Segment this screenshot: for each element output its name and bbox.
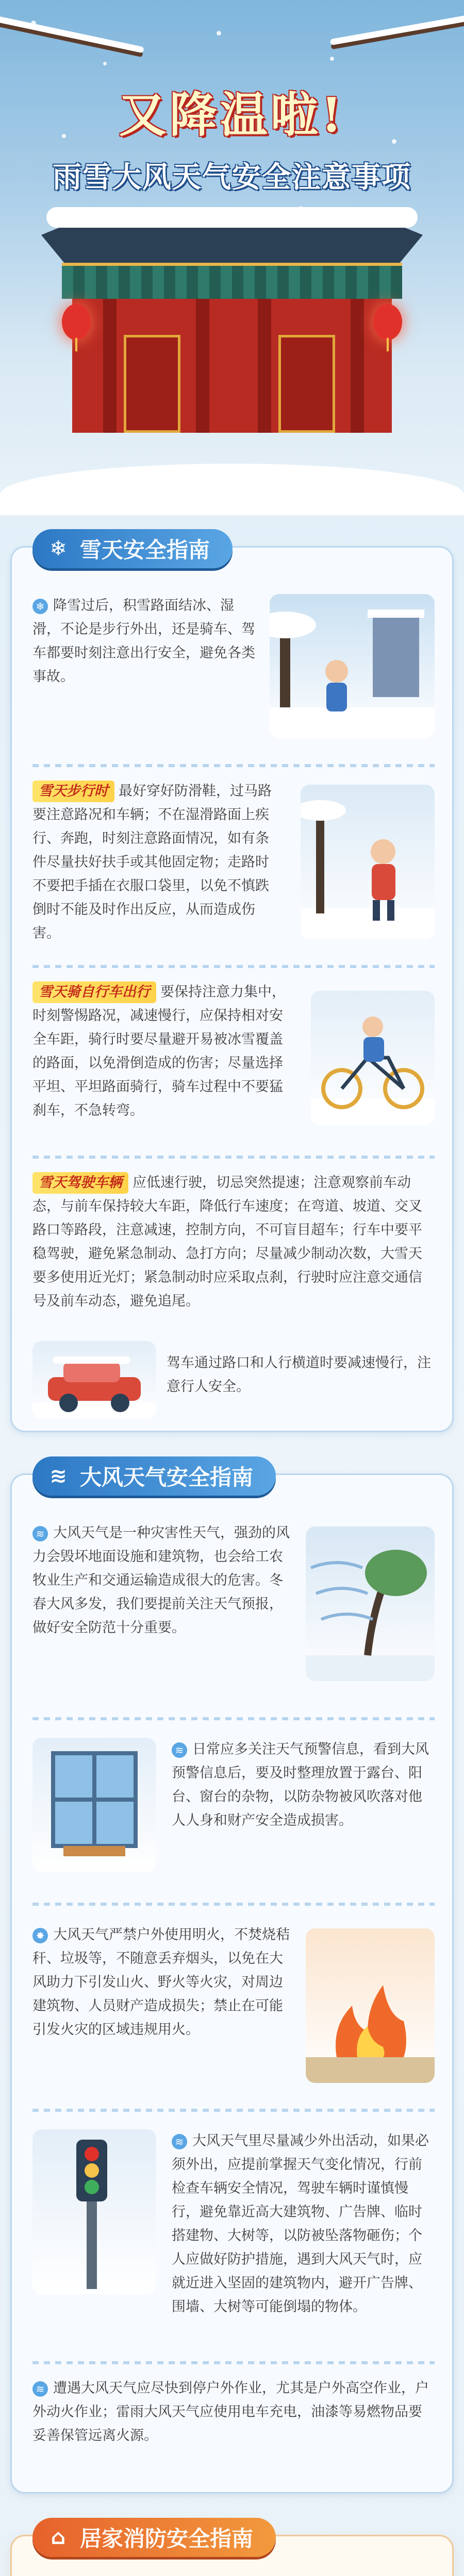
- tip-text: 要保持注意力集中，时刻警惕路况，减速慢行，应保持相对安全车距，骑行时要尽量避开易被冰雪覆盖的路面，以免滑倒造成的伤害；尽量选择平坦、平坦路面骑行，骑车过程中不要猛刹车，不急转弯。: [32, 984, 286, 1118]
- wind-icon: ≋: [32, 1526, 48, 1541]
- snowflake-icon: ❄: [32, 599, 48, 614]
- car-illustration: [32, 1341, 156, 1418]
- bicycle-illustration: [311, 991, 435, 1125]
- snowflake-icon: ❄: [49, 537, 67, 561]
- palace-illustration: [41, 216, 423, 459]
- window-illustration: [32, 1738, 156, 1872]
- traffic-light-illustration: [32, 2129, 156, 2294]
- snowy-walk-illustration: [301, 785, 435, 939]
- wind-forecast-tip: [172, 1738, 435, 1833]
- snowy-branch-left: [0, 20, 143, 57]
- tip-text: 大风天气里尽量减少外出活动，如果必须外出，应提前掌握天气变化情况，行前检查车辆安全情况，驾驶车辆时谨慎慢行，避免靠近高大建筑物、广告牌、临时搭建物、大树等，以防被坠落物砸伤；个人应做好防护措施，遇到大风天气时，应就近进入坚固的建筑物内，避开广告牌、围墙、大树等可能倒塌的物体。: [172, 2133, 429, 2315]
- wind-fire-tip: [32, 1923, 290, 2042]
- tip-tag: 雪天驾驶车辆: [32, 1172, 128, 1194]
- snow-safety-section: [10, 537, 454, 1432]
- wind-outdoor-work-tip: [32, 2377, 435, 2448]
- section-header: [32, 529, 233, 568]
- tip-text: 大风天气是一种灾害性天气，强劲的风力会毁坏地面设施和建筑物，也会给工农牧业生产和交通运输造成很大的危害。冬春大风多发，我们要提前关注天气预报，做好安全防范十分重要。: [32, 1525, 290, 1636]
- tip-text: 遭遇大风天气应尽快到停户外作业，尤其是户外高空作业，户外动火作业；雷雨大风天气应使用电车充电，油漆等易燃物品要妥善保管远离火源。: [32, 2380, 429, 2444]
- hero-title: 又降温啦!: [119, 87, 345, 143]
- snow-walking-tip: [32, 779, 280, 945]
- snow-crosswalk-tip: [167, 1351, 435, 1399]
- wildfire-illustration: [306, 1928, 435, 2083]
- wind-intro: [32, 1521, 290, 1640]
- intro-text: 降雪过后，积雪路面结冰、湿滑，不论是步行外出，还是骑车、驾车都要时刻注意出行安全，避免各类事故。: [32, 598, 255, 685]
- tip-text: 应低速行驶，切忌突然提速；注意观察前车动态，与前车保持较大车距，降低行车速度；在弯道、坡道、交叉路口等路段，注意减速，控制方向，不可盲目超车；行车中要平稳驾驶，避免紧急制动、急打方向；尽量减少制动次数，大雪天要多使用近光灯；紧急制动时应采取点刹，行驶时应注意交通信号及前车动态，避免追尾。: [32, 1175, 422, 1309]
- home-fire-safety-section: [10, 2526, 454, 2576]
- tip-text: 最好穿好防滑鞋，过马路要注意路况和车辆；不在湿滑路面上疾行、奔跑，时刻注意路面情况，如有条件尽量扶好扶手或其他固定物；走路时不要把手插在衣服口袋里，以免不慎跌倒时不能及时作出反应，从而造成伤害。: [32, 783, 272, 941]
- section-title: 雪天安全指南: [80, 537, 210, 563]
- section-header: [32, 2518, 276, 2557]
- wind-icon: ≋: [172, 1742, 187, 1758]
- tip-text: 大风天气严禁户外使用明火，不焚烧秸秆、垃圾等，不随意丢弃烟头，以免在大风助力下引发山火、野火等火灾，对周边建筑物、人员财产造成损失；禁止在可能引发火灾的区域违规用火。: [32, 1927, 290, 2038]
- hero-subtitle: 雨雪大风天气安全注意事项: [53, 161, 411, 194]
- lantern-icon: [62, 304, 91, 340]
- tip-tag: 雪天骑自行车出行: [32, 981, 156, 1003]
- snowy-branch-right: [330, 18, 464, 49]
- wind-icon: ≋: [32, 2381, 48, 2397]
- wind-icon: ≋: [172, 2134, 187, 2149]
- tip-tag: 雪天步行时: [32, 781, 114, 802]
- wind-icon: ≋: [49, 1464, 67, 1488]
- tip-text: 驾车通过路口和人行横道时要减速慢行，注意行人安全。: [167, 1355, 431, 1395]
- wind-travel-tip: [172, 2129, 435, 2319]
- windy-tree-illustration: [306, 1527, 435, 1681]
- snow-driving-tip: [32, 1171, 435, 1313]
- section-title: 居家消防安全指南: [80, 2526, 254, 2551]
- house-icon: ⌂: [51, 2526, 66, 2549]
- section-title: 大风天气安全指南: [80, 1465, 254, 1490]
- snow-cycling-tip: [32, 980, 290, 1123]
- hero-banner: [0, 0, 464, 515]
- section-header: [32, 1456, 276, 1496]
- snow-intro: [32, 594, 259, 689]
- tip-text: 日常应多关注天气预警信息，看到大风预警信息后，要及时整理放置于露台、阳台、窗台的杂物，以防杂物被风吹落对他人人身和财产安全造成损害。: [172, 1741, 429, 1828]
- lantern-icon: [373, 304, 402, 340]
- snowy-street-illustration: [270, 594, 435, 738]
- wind-safety-section: [10, 1464, 454, 2494]
- fire-icon: ✸: [32, 1928, 48, 1943]
